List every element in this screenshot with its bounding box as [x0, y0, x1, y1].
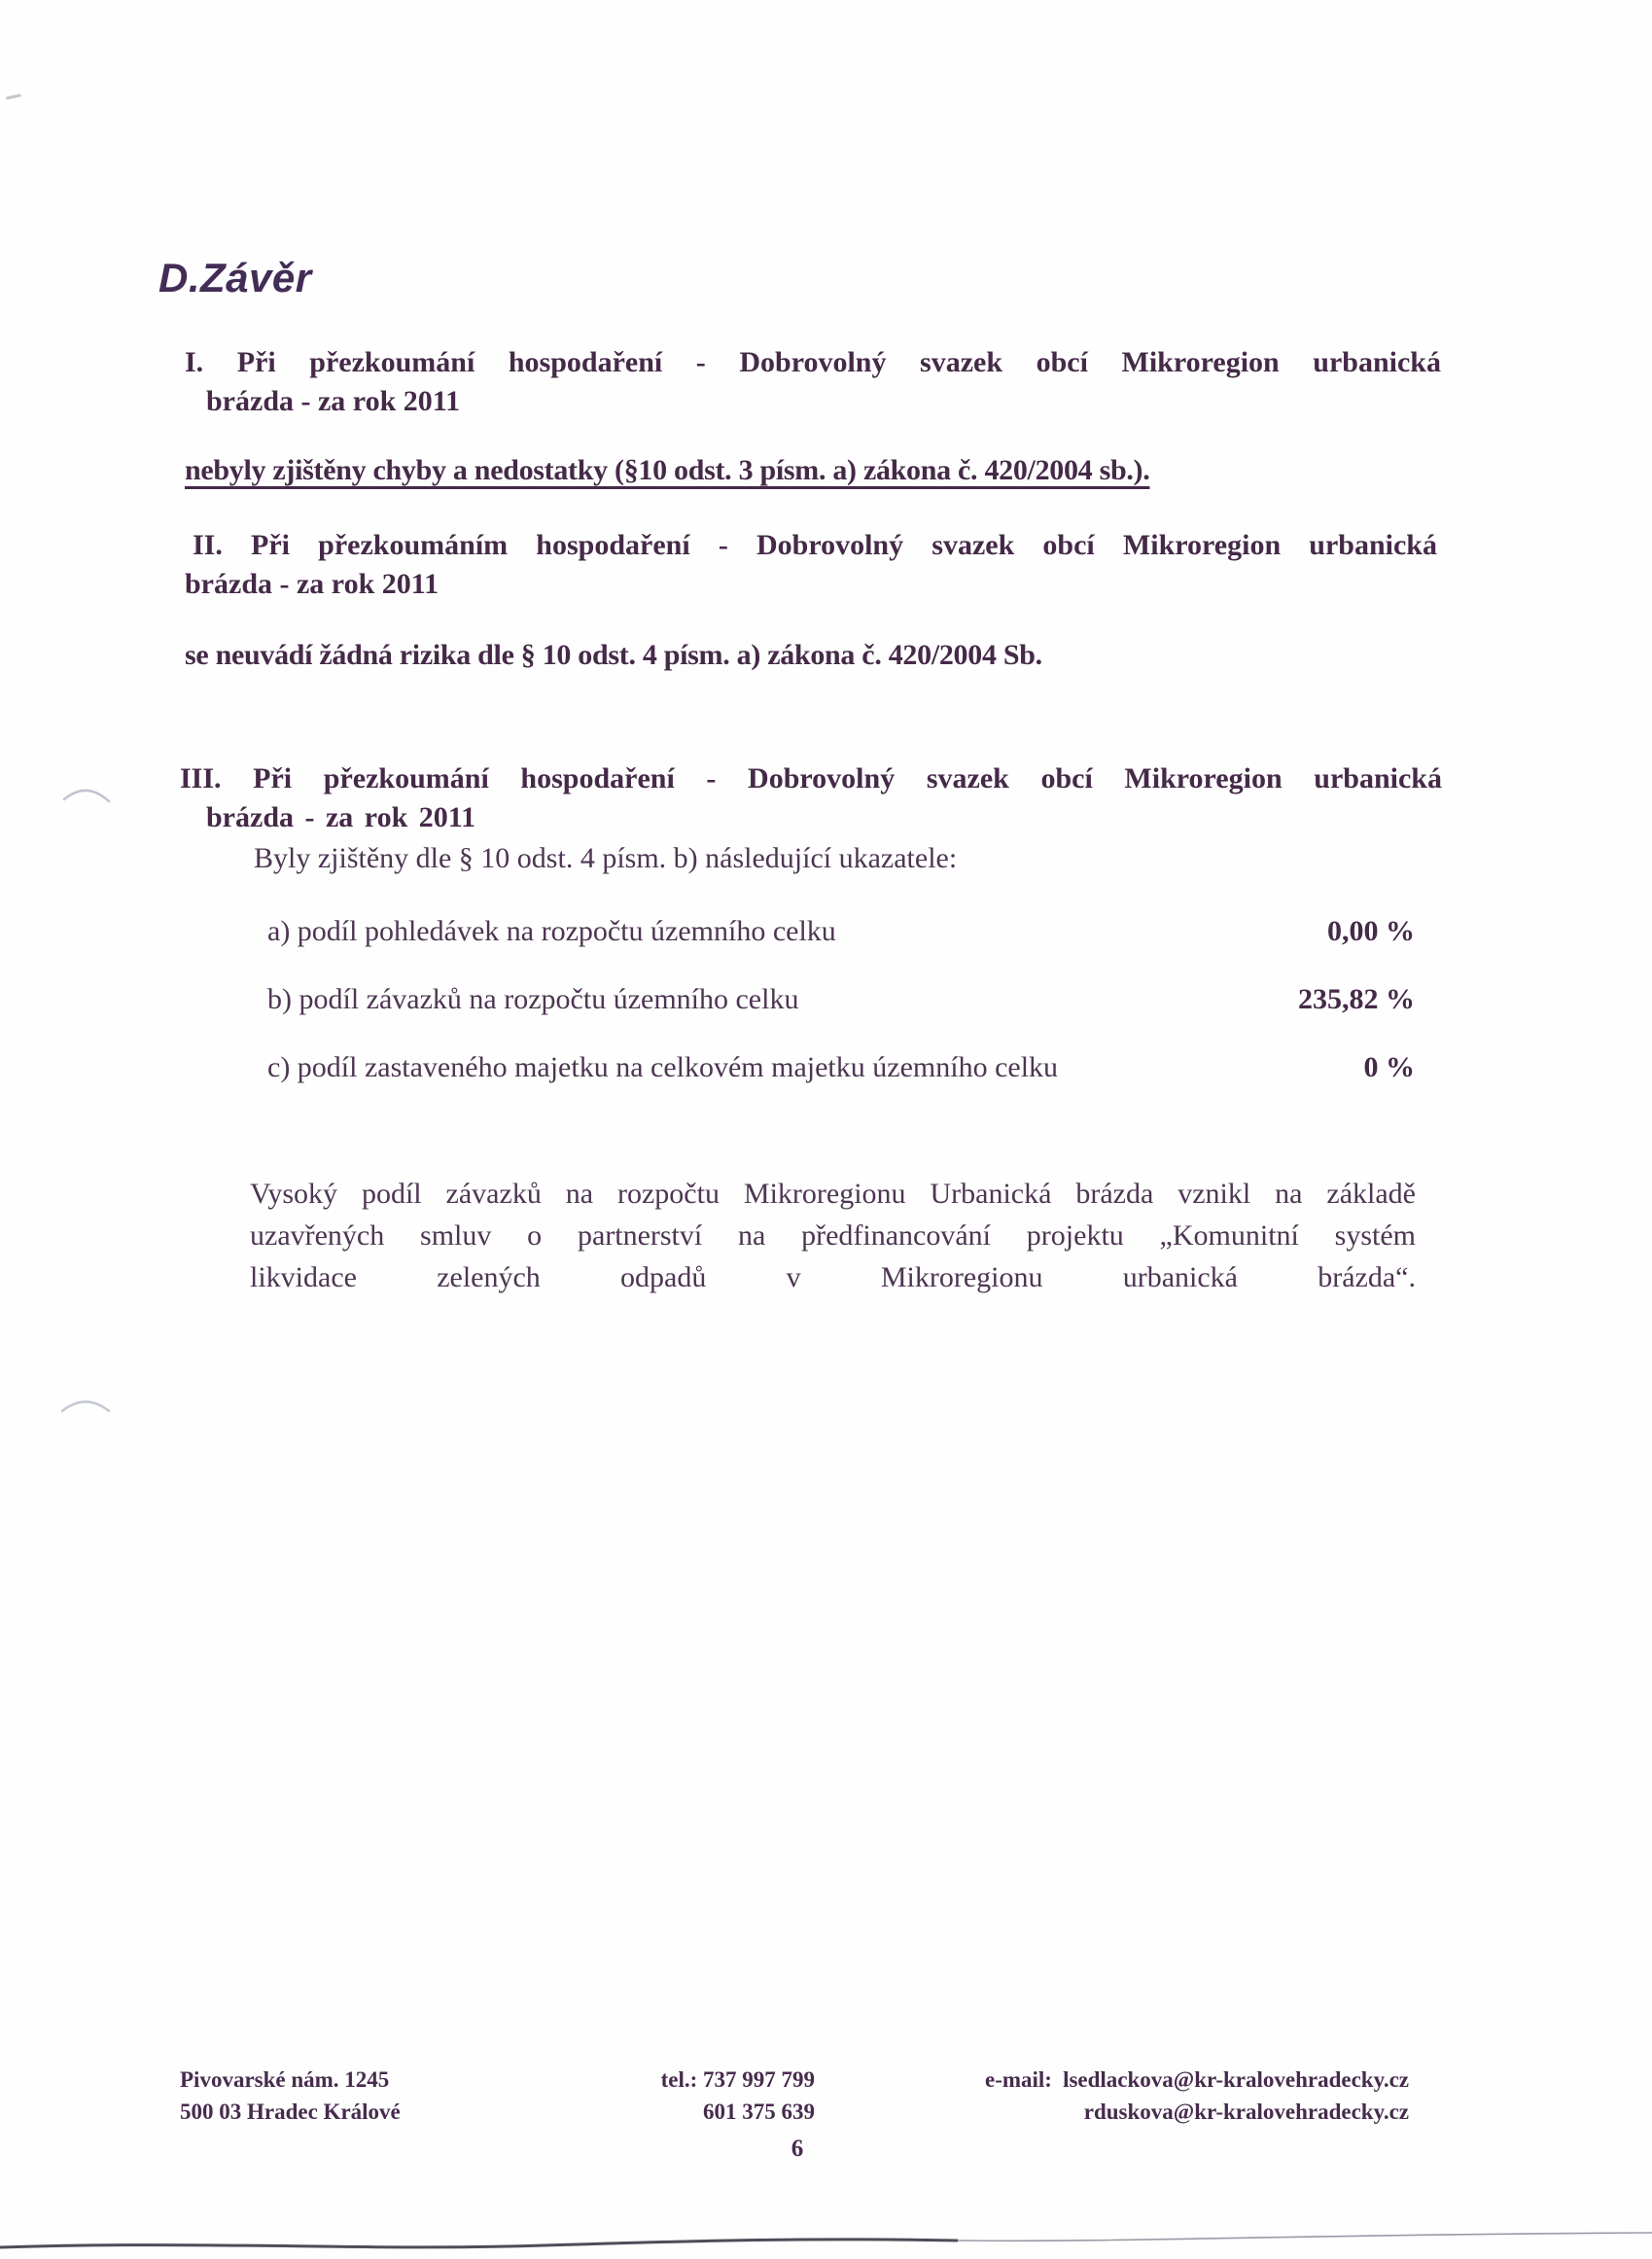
- section-ii-heading-line1: II. Při přezkoumáním hospodaření - Dobrovolný svazek obcí Mikroregion urbanická: [193, 529, 1437, 561]
- footer-email: [985, 2064, 1409, 2128]
- closing-note-line2: uzavřených smluv o partnerství na předfinancování projektu „Komunitní systém: [250, 1219, 1416, 1252]
- section-ii-heading-line2: brázda - za rok 2011: [185, 568, 439, 600]
- section-i-heading-line2: brázda - za rok 2011: [206, 385, 461, 417]
- indicator-row-a: [267, 915, 1415, 947]
- scan-artifact-bottom-edge: [0, 2227, 1652, 2259]
- footer-address-line2: 500 03 Hradec Králové: [180, 2100, 401, 2124]
- section-ii-heading: [185, 526, 1437, 604]
- indicator-a-label: a) podíl pohledávek na rozpočtu územního celku: [267, 915, 836, 947]
- page-number: 6: [791, 2135, 804, 2162]
- footer-email-address-1: lsedlackova@kr-kralovehradecky.cz: [1063, 2067, 1409, 2092]
- closing-note-line1: Vysoký podíl závazků na rozpočtu Mikroregionu Urbanická brázda vznikl na základě: [250, 1178, 1416, 1210]
- scan-artifact-arc-2: [54, 1387, 123, 1430]
- footer-email-address-2: rduskova@kr-kralovehradecky.cz: [1083, 2100, 1409, 2124]
- section-i-finding: nebyly zjištěny chyby a nedostatky (§10 odst. 3 písm. a) zákona č. 420/2004 sb.).: [185, 454, 1150, 486]
- footer-email-row1: [985, 2064, 1409, 2096]
- footer-phone: [523, 2064, 815, 2128]
- closing-note-line3: likvidace zelených odpadů v Mikroregionu urbanická brázda“.: [250, 1261, 1416, 1293]
- indicator-c-label: c) podíl zastaveného majetku na celkovém majetku územního celku: [267, 1051, 1059, 1083]
- footer-address-line1: Pivovarské nám. 1245: [180, 2067, 390, 2092]
- footer-email-label: e-mail:: [985, 2067, 1052, 2092]
- scan-artifact-arc-1: [56, 773, 124, 817]
- scan-artifact-dash: [6, 93, 21, 99]
- section-iii-heading-line2: brázda - za rok 2011: [206, 801, 476, 833]
- indicator-a-value: 0,00 %: [1327, 915, 1415, 947]
- indicator-b-value: 235,82 %: [1298, 983, 1415, 1015]
- indicator-c-value: 0 %: [1363, 1051, 1415, 1083]
- closing-note-paragraph: [250, 1173, 1416, 1298]
- footer-phone-line1: tel.: 737 997 799: [660, 2067, 815, 2092]
- footer-phone-line2: 601 375 639: [703, 2100, 815, 2124]
- footer-address: [180, 2064, 401, 2128]
- indicator-row-c: [267, 1051, 1415, 1083]
- section-iii-heading-line1: III. Při přezkoumání hospodaření - Dobrovolný svazek obcí Mikroregion urbanická: [180, 762, 1442, 794]
- indicator-b-label: b) podíl závazků na rozpočtu územního celku: [267, 983, 799, 1015]
- section-i-heading: [185, 343, 1441, 421]
- page-title: D.Závěr: [158, 255, 312, 300]
- section-iii-intro: Byly zjištěny dle § 10 odst. 4 písm. b) následující ukazatele:: [254, 842, 958, 874]
- indicator-list: [267, 915, 1415, 1119]
- section-iii-heading: [180, 759, 1442, 837]
- section-i-heading-line1: I. Při přezkoumání hospodaření - Dobrovolný svazek obcí Mikroregion urbanická: [185, 346, 1441, 378]
- indicator-row-b: [267, 983, 1415, 1015]
- section-ii-finding: se neuvádí žádná rizika dle § 10 odst. 4 písm. a) zákona č. 420/2004 Sb.: [185, 639, 1042, 671]
